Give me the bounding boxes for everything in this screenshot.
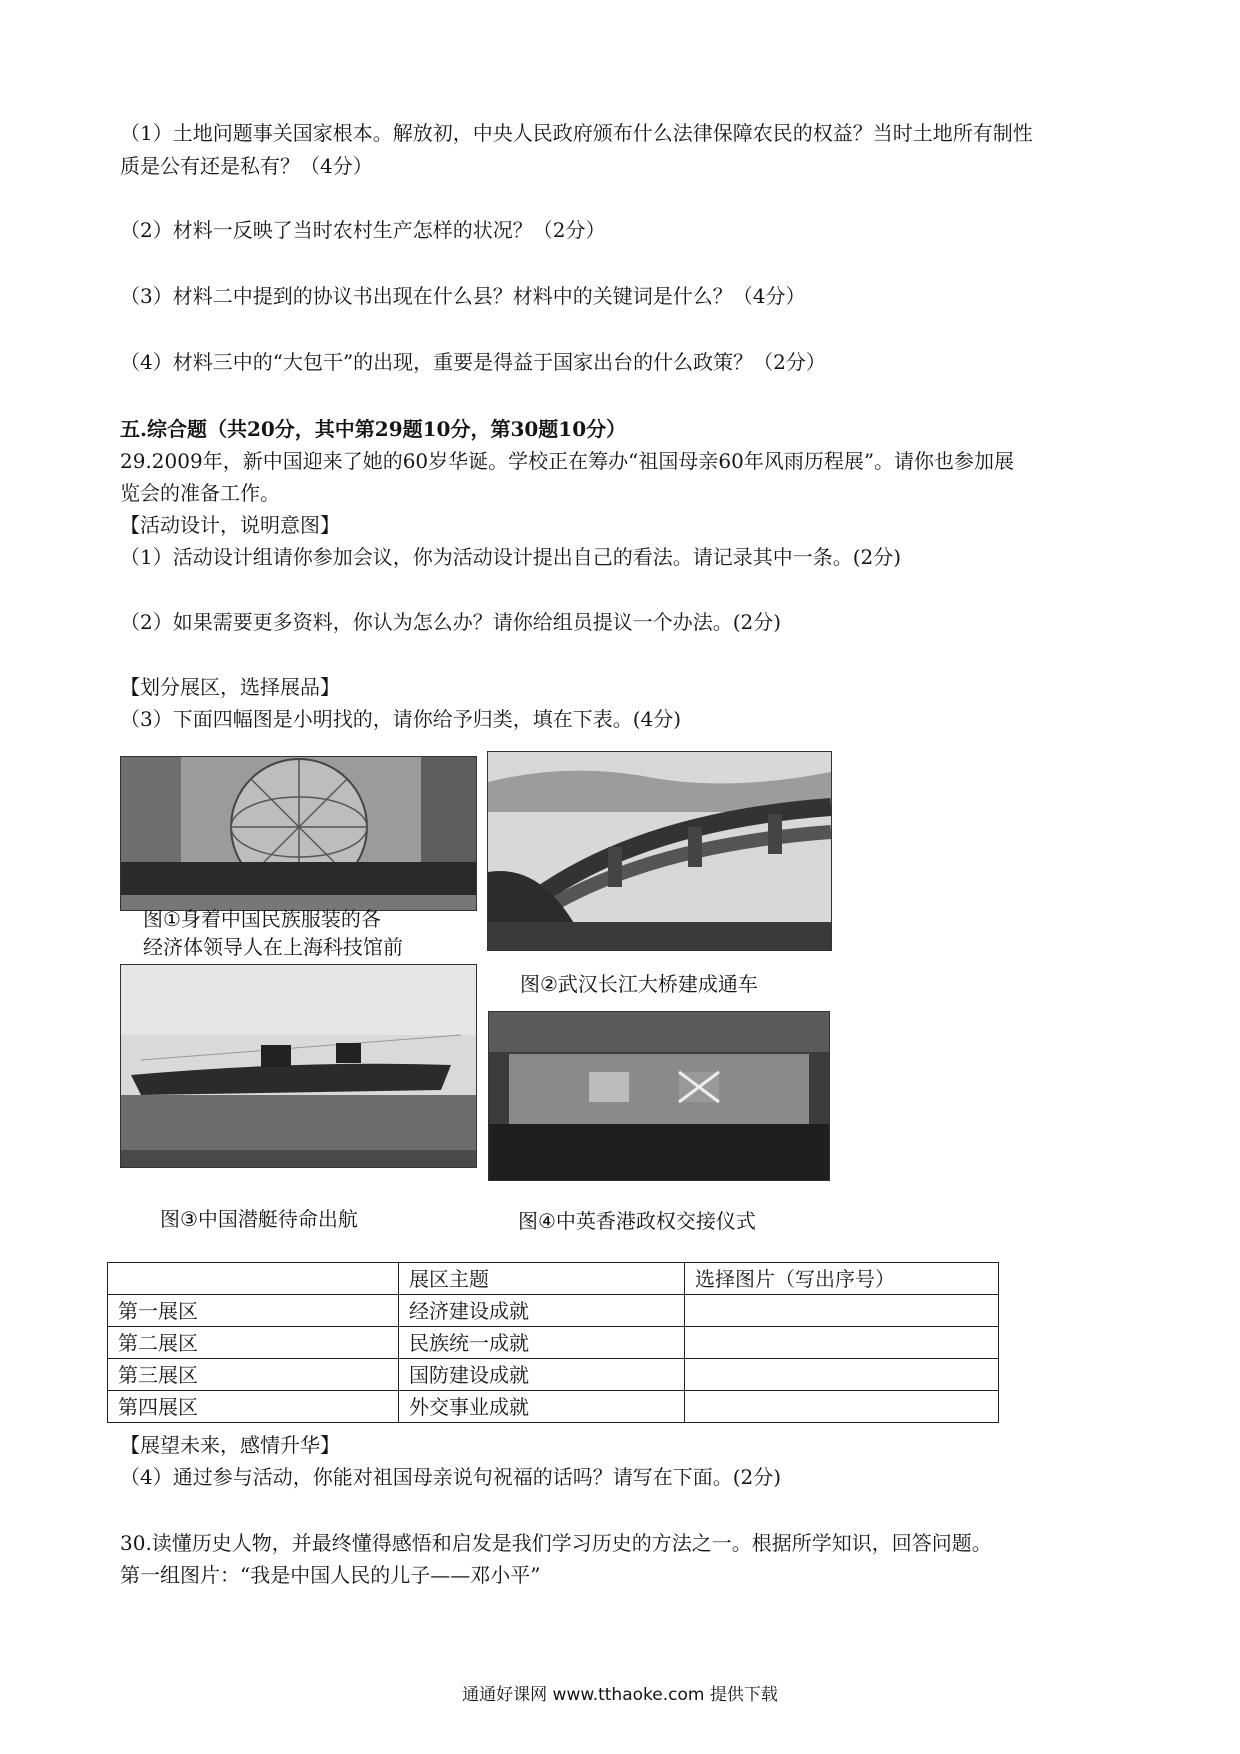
photo-hk-handover [488, 1011, 830, 1181]
subsection-heading: 【活动设计，说明意图】 [120, 513, 340, 537]
question-text: （1）活动设计组请你参加会议，你为活动设计提出自己的看法。请记录其中一条。(2分) [120, 545, 902, 569]
table-cell: 第四展区 [108, 1391, 399, 1423]
table-header-cell [108, 1263, 399, 1295]
answer-cell[interactable] [685, 1295, 999, 1327]
page-footer: 通通好课网 www.tthaoke.com 提供下载 [462, 1685, 778, 1705]
question-text: 览会的准备工作。 [120, 481, 280, 505]
question-text: （2）如果需要更多资料，你认为怎么办？请你给组员提议一个办法。(2分) [120, 610, 782, 634]
figure-caption: 图③中国潜艇待命出航 [160, 1207, 358, 1231]
answer-cell[interactable] [685, 1391, 999, 1423]
table-cell: 第一展区 [108, 1295, 399, 1327]
table-header-cell: 选择图片（写出序号） [685, 1263, 999, 1295]
table-row [108, 1391, 999, 1423]
question-text: （4）通过参与活动，你能对祖国母亲说句祝福的话吗？请写在下面。(2分) [120, 1465, 782, 1489]
table-cell: 国防建设成就 [399, 1359, 685, 1391]
answer-cell[interactable] [685, 1359, 999, 1391]
figure-caption: 图④中英香港政权交接仪式 [518, 1209, 756, 1233]
table-cell: 第三展区 [108, 1359, 399, 1391]
subsection-heading: 【展望未来，感情升华】 [120, 1433, 340, 1457]
photo-wuhan-bridge [487, 751, 832, 951]
question-text: （1）土地问题事关国家根本。解放初，中央人民政府颁布什么法律保障农民的权益？当时土地所有制性 [120, 121, 1033, 145]
table-row [108, 1295, 999, 1327]
answer-cell[interactable] [685, 1327, 999, 1359]
table-header-cell: 展区主题 [399, 1263, 685, 1295]
subsection-heading: 【划分展区，选择展品】 [120, 675, 340, 699]
table-row [108, 1327, 999, 1359]
table-cell: 第二展区 [108, 1327, 399, 1359]
question-text: （4）材料三中的“大包干”的出现，重要是得益于国家出台的什么政策？（2分） [120, 350, 826, 374]
question-text: 第一组图片：“我是中国人民的儿子——邓小平” [120, 1563, 541, 1587]
figure-caption: 图②武汉长江大桥建成通车 [520, 972, 758, 996]
question-text: 质是公有还是私有？（4分） [120, 154, 373, 178]
figure-caption: 经济体领导人在上海科技馆前 [143, 935, 403, 959]
question-text: 29.2009年，新中国迎来了她的60岁华诞。学校正在筹办“祖国母亲60年风雨历程展”。请你也参加展 [120, 449, 1015, 473]
table-row [108, 1359, 999, 1391]
question-text: （3）材料二中提到的协议书出现在什么县？材料中的关键词是什么？（4分） [120, 284, 806, 308]
question-text: （2）材料一反映了当时农村生产怎样的状况？（2分） [120, 218, 606, 242]
question-text: 30.读懂历史人物，并最终懂得感悟和启发是我们学习历史的方法之一。根据所学知识，回答问题。 [120, 1531, 992, 1555]
table-header-row [108, 1263, 999, 1295]
question-text: （3）下面四幅图是小明找的，请你给予归类，填在下表。(4分) [120, 707, 682, 731]
table-cell: 民族统一成就 [399, 1327, 685, 1359]
table-cell: 外交事业成就 [399, 1391, 685, 1423]
exhibit-table [107, 1262, 999, 1423]
photo-submarine [120, 964, 477, 1168]
figure-caption: 图①身着中国民族服装的各 [143, 907, 381, 931]
table-cell: 经济建设成就 [399, 1295, 685, 1327]
section-heading: 五.综合题（共20分，其中第29题10分，第30题10分） [120, 417, 627, 441]
photo-apec-leaders [120, 756, 477, 911]
